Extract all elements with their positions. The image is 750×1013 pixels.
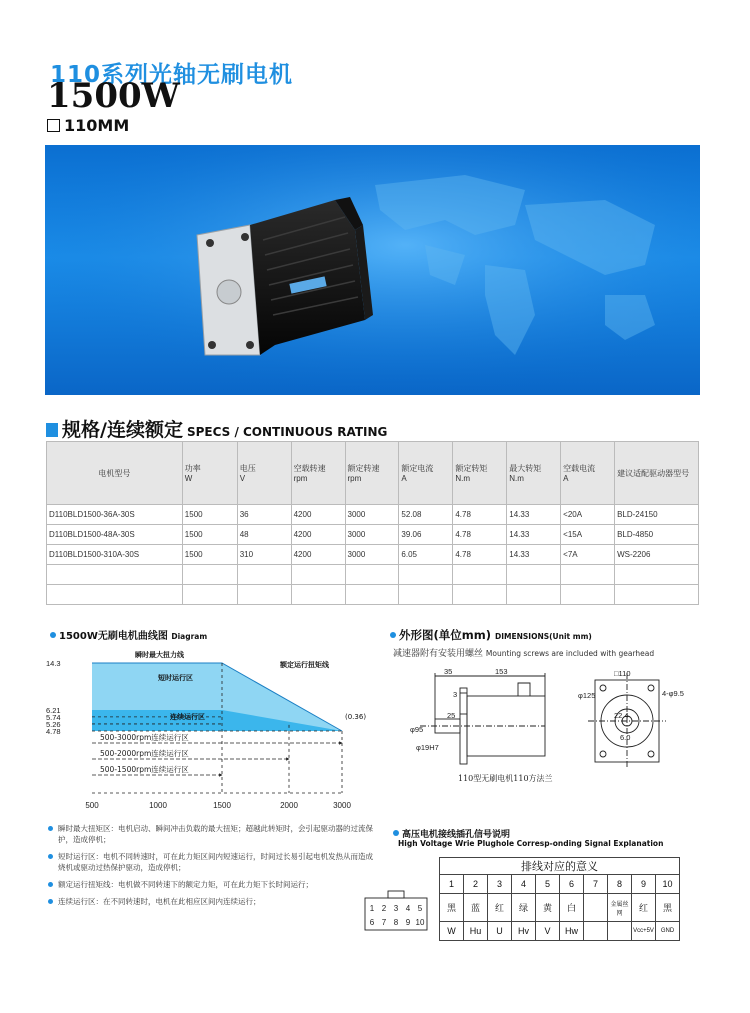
svg-text:3: 3 [453, 690, 458, 699]
col-power: 功率 W [182, 442, 237, 505]
notes-list [46, 823, 376, 913]
table-row: D110BLD1500-48A-30S 1500 48 4200 3000 39.06 4.78 14.33 <15A BLD-4850 [47, 525, 699, 545]
x-tick-label: 3000 [333, 801, 351, 810]
connector-pin-label: 1 [369, 904, 375, 913]
wiring-color-row: 黑 蓝 红 绿 黄 白 金属丝网 红 黑 [440, 894, 680, 922]
bullet-icon [393, 830, 399, 836]
dimensions-title-cn: 外形图(单位mm) [399, 628, 491, 642]
svg-text:25: 25 [447, 711, 456, 720]
specs-title-cn: 规格/连续额定 [62, 419, 183, 441]
y-tick-label: 4.78 [46, 727, 61, 736]
connector-pin-label: 2 [381, 904, 387, 913]
connector-pin-label: 9 [405, 918, 411, 927]
note-item: 短时运行区：电机不同转速时，可在此力矩区间内短速运行，时间过长易引起电机发热从而造成烧机或驱动过热保护驱动，造成停机； [46, 851, 376, 873]
svg-text:22.4: 22.4 [614, 711, 629, 720]
table-row [47, 585, 699, 605]
product-banner [45, 145, 700, 395]
connector-pin-label: 10 [415, 918, 425, 927]
connector-pin-label: 7 [381, 918, 387, 927]
svg-text:6.0: 6.0 [620, 733, 631, 742]
note-item: 瞬时最大扭矩区：电机启动、瞬间冲击负载的最大扭矩；超越此转矩时，会引起驱动器的过流保护，造成停机； [46, 823, 376, 845]
specs-title-en: SPECS / CONTINUOUS RATING [186, 425, 388, 439]
col-voltage: 电压 V [237, 442, 291, 505]
note-item: 额定运行扭矩线：电机做不同转速下的额定力矩，可在此力矩下长时间运行； [46, 879, 376, 890]
specs-header-row [47, 442, 699, 505]
power-title: 1500W [47, 76, 180, 116]
peak-torque-label: 瞬时最大扭力线 [135, 651, 184, 659]
series-title: 110系列光轴无刷电机 [50, 62, 294, 88]
range-label: 500-2000rpm连续运行区 [100, 749, 189, 758]
svg-text:φ19H7: φ19H7 [416, 743, 439, 752]
table-row [47, 565, 699, 585]
col-noload-current: 空载电流 A [561, 442, 615, 505]
connector-icon [362, 888, 432, 934]
dimensions-caption: 110型无刷电机110方法兰 [458, 774, 553, 783]
motor-illustration [45, 145, 700, 395]
section-marker-icon [46, 423, 58, 437]
wiring-table [439, 857, 680, 941]
rated-torque-label: 额定运行扭矩线 [280, 661, 329, 669]
diagram-title-cn: 1500W无刷电机曲线图 [59, 631, 168, 642]
col-rated-torque: 额定转矩 N.m [453, 442, 507, 505]
wiring-heading: 高压电机接线插孔信号说明 [393, 827, 510, 840]
x-tick-label: 500 [85, 801, 99, 810]
dimensions-heading [390, 627, 592, 643]
y-tick-label: 6.21 [46, 706, 61, 715]
connector-pin-label: 8 [393, 918, 399, 927]
y-tick-label: 14.3 [46, 659, 61, 668]
connector-pin-label: 4 [405, 904, 411, 913]
diagram-heading [50, 627, 207, 642]
end-value-label: (0.36) [345, 713, 367, 721]
connector-pin-label: 6 [369, 918, 375, 927]
svg-text:φ95: φ95 [410, 725, 424, 734]
svg-text:153: 153 [495, 668, 508, 676]
bullet-icon [390, 632, 396, 638]
col-driver: 建议适配驱动器型号 [615, 442, 699, 505]
table-row: D110BLD1500-36A-30S 1500 36 4200 3000 52.08 4.78 14.33 <20A BLD-24150 [47, 505, 699, 525]
dimensions-title-en: DIMENSIONS(Unit mm) [495, 632, 592, 641]
diagram-title-en: Diagram [171, 632, 208, 641]
wiring-signal-row: W Hu U Hv V Hw Vcc+5V GND [440, 922, 680, 941]
size-title [47, 116, 129, 135]
y-tick-label: 5.74 [46, 712, 61, 722]
dimensions-subtitle: 减速器附有安装用螺丝 Mounting screws are included with gearhead [393, 649, 655, 659]
svg-text:4-φ9.5: 4-φ9.5 [662, 689, 684, 698]
range-label: 500-1500rpm连续运行区 [100, 765, 189, 774]
x-tick-label: 2000 [280, 801, 298, 810]
y-tick-label: 5.26 [46, 719, 61, 729]
col-max-torque: 最大转矩 N.m [507, 442, 561, 505]
connector-pin-label: 3 [393, 904, 399, 913]
col-model: 电机型号 [47, 442, 183, 505]
bullet-icon [50, 632, 56, 638]
range-label: 500-3000rpm连续运行区 [100, 733, 189, 742]
dimension-drawing [400, 668, 700, 788]
square-icon [47, 119, 60, 132]
table-row: D110BLD1500-310A-30S 1500 310 4200 3000 6.05 4.78 14.33 <7A WS-2206 [47, 545, 699, 565]
note-item: 连续运行区：在不同转速时，电机在此相应区间内连续运行； [46, 896, 376, 907]
specs-heading [46, 415, 387, 442]
wiring-subtitle: High Voltage Wrie Plughole Corresp-onding Signal Explanation [398, 839, 664, 848]
svg-text:φ125: φ125 [578, 691, 596, 700]
connector-pin-label: 5 [417, 904, 423, 913]
col-rated-speed: 额定转速 rpm [345, 442, 399, 505]
x-tick-label: 1000 [149, 801, 167, 810]
continuous-zone-label: 连续运行区 [170, 713, 205, 721]
col-rated-current: 额定电流 A [399, 442, 453, 505]
svg-text:35: 35 [444, 668, 453, 676]
torque-chart [40, 643, 370, 813]
short-zone-label: 短时运行区 [158, 674, 193, 682]
specs-table [46, 441, 699, 605]
size-label: 110MM [64, 116, 130, 135]
wiring-caption: 排线对应的意义 [440, 858, 680, 875]
x-tick-label: 1500 [213, 801, 231, 810]
svg-text:□110: □110 [614, 669, 631, 678]
col-noload-speed: 空载转速 rpm [291, 442, 345, 505]
wiring-number-row: 1 2 3 4 5 6 7 8 9 10 [440, 875, 680, 894]
